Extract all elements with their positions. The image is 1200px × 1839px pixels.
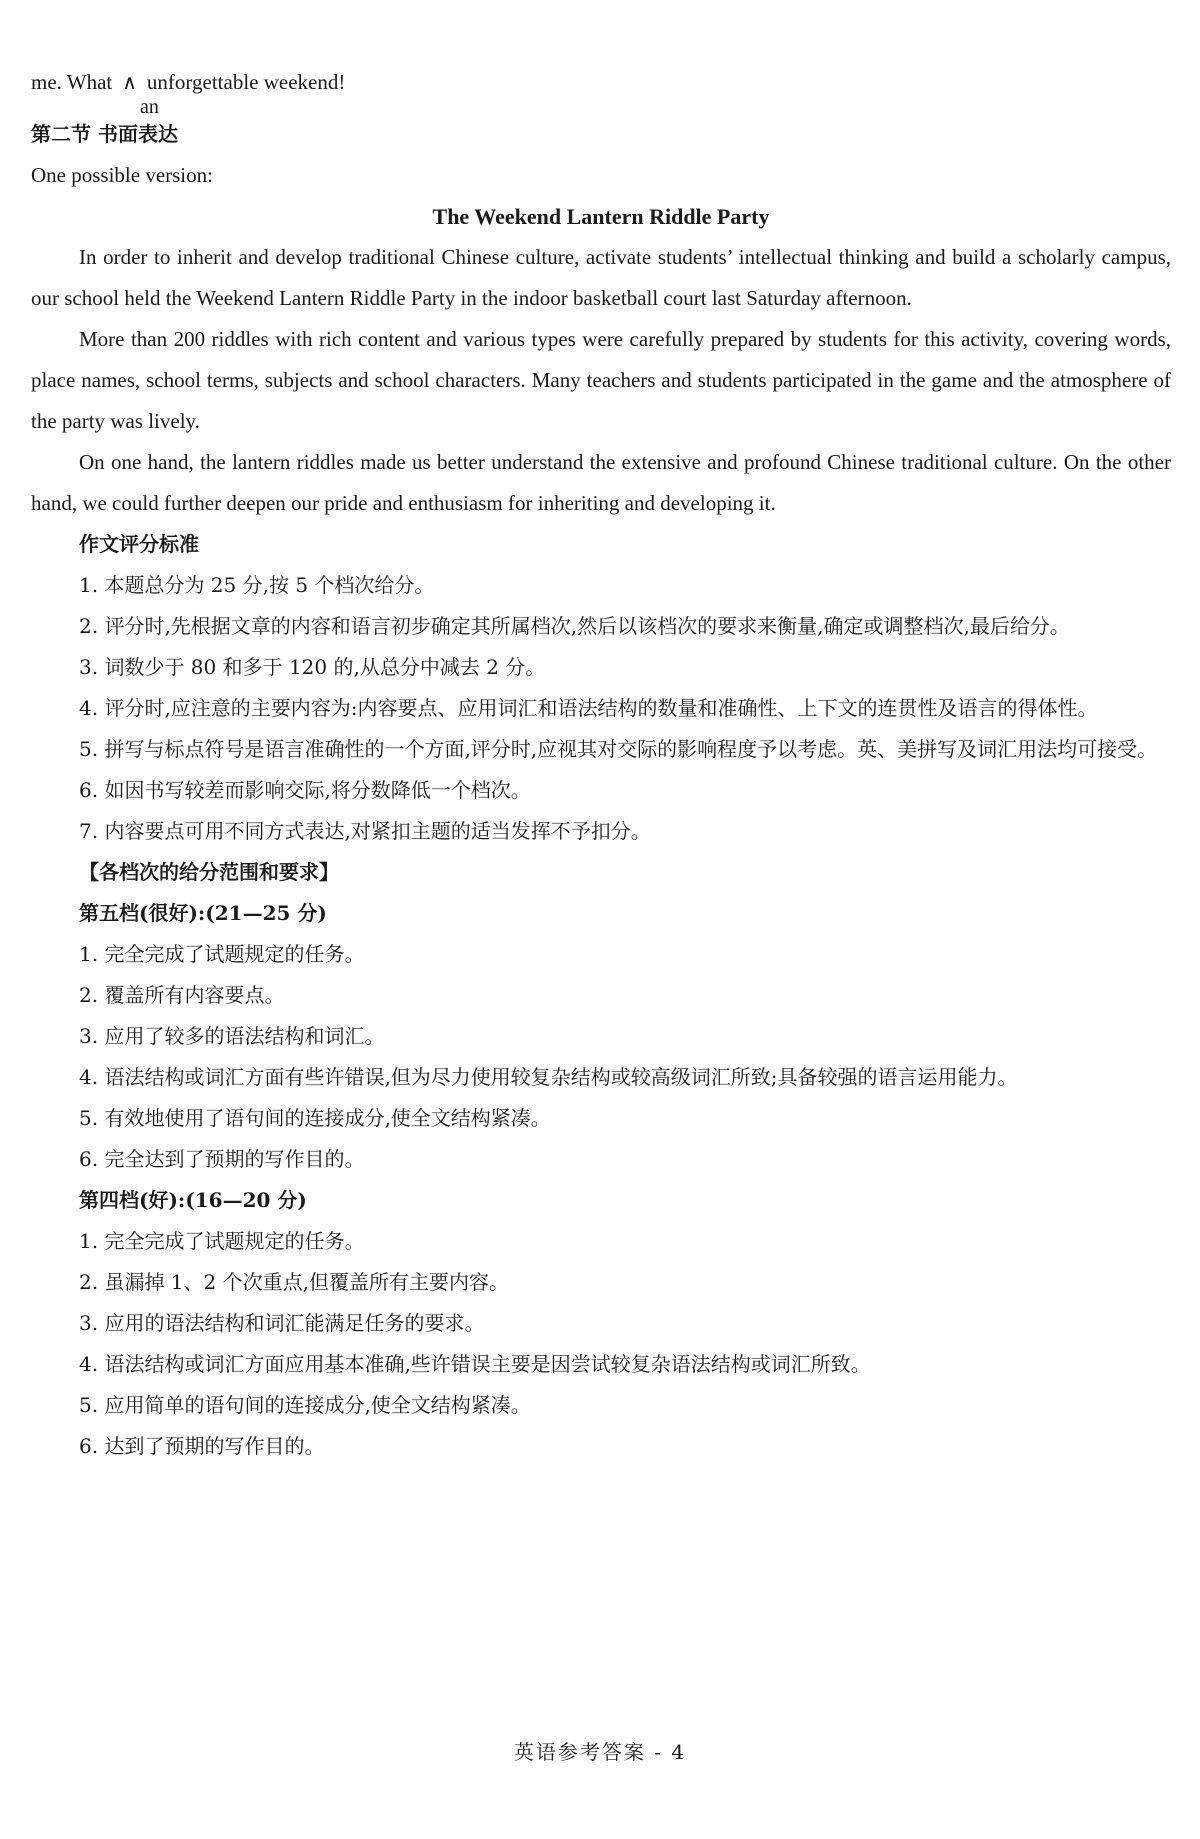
essay-paragraph-2: More than 200 riddles with rich content and various types were carefully prepared by students for this activity, covering words, place names, school terms, subjects and school characters. Many teachers and students participated in the game and the atmosphere of the party was lively. <box>31 327 1171 433</box>
correction-line <box>31 70 1171 118</box>
grading-rule-4: 4. 评分时,应注意的主要内容为:内容要点、应用词汇和语法结构的数量和准确性、上下文的连贯性及语言的得体性。 <box>79 696 1098 720</box>
section-heading: 第二节 书面表达 <box>31 122 178 146</box>
level4-item-5: 5. 应用简单的语句间的连接成分,使全文结构紧凑。 <box>79 1393 531 1417</box>
level5-title: 第五档(很好):(21—25 分) <box>79 901 327 925</box>
essay-title: The Weekend Lantern Riddle Party <box>432 204 770 229</box>
level5-item-5: 5. 有效地使用了语句间的连接成分,使全文结构紧凑。 <box>79 1106 551 1130</box>
correction-text-before: me. What <box>31 70 113 94</box>
levels-heading: 【各档次的给分范围和要求】 <box>79 860 339 884</box>
level5-item-4: 4. 语法结构或词汇方面有些许错误,但为尽力使用较复杂结构或较高级词汇所致;具备较强的语言运用能力。 <box>79 1065 1018 1089</box>
level4-item-1: 1. 完全完成了试题规定的任务。 <box>79 1229 365 1253</box>
page-footer: 英语参考答案 - 4 <box>513 1740 687 1764</box>
level4-item-4: 4. 语法结构或词汇方面应用基本准确,些许错误主要是因尝试较复杂语法结构或词汇所致。 <box>79 1352 871 1376</box>
inserted-word: an <box>140 96 159 118</box>
level4-item-2: 2. 虽漏掉 1、2 个次重点,但覆盖所有主要内容。 <box>79 1270 509 1294</box>
level4-item-6: 6. 达到了预期的写作目的。 <box>79 1434 325 1458</box>
grading-rule-1: 1. 本题总分为 25 分,按 5 个档次给分。 <box>79 573 435 597</box>
document-page <box>31 70 1171 1467</box>
insertion-caret-icon: ∧ <box>122 72 137 94</box>
level5-item-6: 6. 完全达到了预期的写作目的。 <box>79 1147 365 1171</box>
grading-rule-3: 3. 词数少于 80 和多于 120 的,从总分中减去 2 分。 <box>79 655 546 679</box>
version-label: One possible version: <box>31 163 213 187</box>
level5-item-1: 1. 完全完成了试题规定的任务。 <box>79 942 365 966</box>
level4-title: 第四档(好):(16—20 分) <box>79 1188 307 1212</box>
grading-title: 作文评分标准 <box>79 532 199 556</box>
level5-item-2: 2. 覆盖所有内容要点。 <box>79 983 285 1007</box>
grading-rule-2: 2. 评分时,先根据文章的内容和语言初步确定其所属档次,然后以该档次的要求来衡量,确定或调整档次,最后给分。 <box>79 614 1070 638</box>
grading-rule-5: 5. 拼写与标点符号是语言准确性的一个方面,评分时,应视其对交际的影响程度予以考虑。英、美拼写及词汇用法均可接受。 <box>79 737 1158 761</box>
essay-paragraph-3: On one hand, the lantern riddles made us better understand the extensive and profound Chinese traditional culture. On the other hand, we could further deepen our pride and enthusiasm for inheriting and developing it. <box>31 450 1171 515</box>
grading-rule-7: 7. 内容要点可用不同方式表达,对紧扣主题的适当发挥不予扣分。 <box>79 819 651 843</box>
grading-rule-6: 6. 如因书写较差而影响交际,将分数降低一个档次。 <box>79 778 531 802</box>
essay-paragraph-1: In order to inherit and develop traditional Chinese culture, activate students’ intellectual thinking and build a scholarly campus, our school held the Weekend Lantern Riddle Party in the indoor basketball court last Saturday afternoon. <box>31 245 1171 310</box>
level5-item-3: 3. 应用了较多的语法结构和词汇。 <box>79 1024 385 1048</box>
correction-text-after: unforgettable weekend! <box>146 70 346 94</box>
level4-item-3: 3. 应用的语法结构和词汇能满足任务的要求。 <box>79 1311 485 1335</box>
